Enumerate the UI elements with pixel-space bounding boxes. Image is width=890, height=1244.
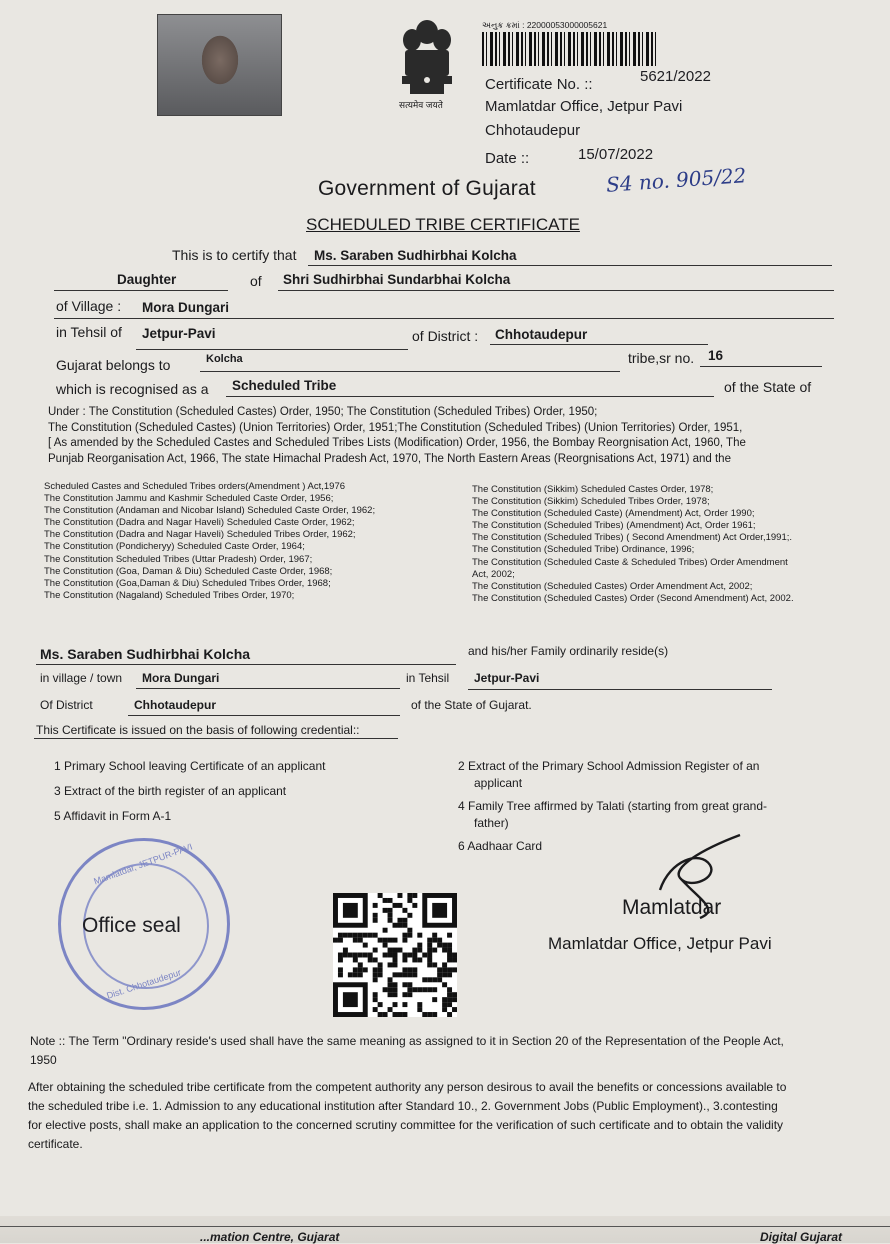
parent-underline <box>278 290 834 291</box>
order-item: The Constitution (Nagaland) Scheduled Tribes Order, 1970; <box>44 589 295 601</box>
order-item: The Constitution (Scheduled Castes) Order Amendment Act, 2002; <box>472 580 753 592</box>
certificate-no: 5621/2022 <box>640 68 711 85</box>
order-item: Act, 2002; <box>472 568 515 580</box>
qr-code <box>333 893 457 1017</box>
order-item: The Constitution Scheduled Tribes (Uttar Pradesh) Order, 1967; <box>44 553 313 565</box>
district-label: of District : <box>412 328 479 344</box>
orders-left-column <box>44 481 469 621</box>
credential-item: 5 Affidavit in Form A-1 <box>54 809 172 823</box>
barcode <box>482 32 658 66</box>
advice-line: the scheduled tribe i.e. 1. Admission to any educational institution after Standard 10., 2. Government Jobs (Public Employment)., 3.contesting <box>28 1099 778 1113</box>
recognised-value: Scheduled Tribe <box>232 378 337 393</box>
tribe-sr-label: tribe,sr no. <box>628 350 695 366</box>
basis-underline <box>34 738 398 739</box>
handwritten-note: S4 no. 905/22 <box>605 163 748 197</box>
credential-item-cont: applicant <box>474 776 523 790</box>
certify-label: This is to certify that <box>172 247 297 263</box>
res-village-value: Mora Dungari <box>142 671 220 685</box>
parent-name: Shri Sudhirbhai Sundarbhai Kolcha <box>283 272 511 287</box>
footer-right: Digital Gujarat <box>760 1230 843 1244</box>
footer-rule <box>0 1226 890 1227</box>
order-item: The Constitution (Goa, Daman & Diu) Scheduled Caste Order, 1968; <box>44 565 333 577</box>
tehsil-value: Jetpur-Pavi <box>142 326 216 341</box>
applicant-name: Ms. Saraben Sudhirbhai Kolcha <box>314 248 517 263</box>
belongs-label: Gujarat belongs to <box>56 357 171 373</box>
res-tehsil-underline <box>468 689 772 690</box>
certificate-no-label: Certificate No. :: <box>485 76 593 93</box>
office-line-1: Mamlatdar Office, Jetpur Pavi <box>485 98 683 115</box>
office-line-2: Chhotaudepur <box>485 122 581 139</box>
order-item: The Constitution Jammu and Kashmir Scheduled Caste Order, 1956; <box>44 493 334 505</box>
relation-underline <box>54 290 228 291</box>
order-item: The Constitution (Sikkim) Scheduled Tribes Order, 1978; <box>472 496 710 508</box>
signature-title: Mamlatdar <box>622 896 722 919</box>
name-underline <box>308 265 832 266</box>
district-underline <box>490 344 708 345</box>
advice-line: for elective posts, shall make an application to the concerned scrutiny committee for the verification of such certificate and to obtain the validity <box>28 1118 784 1132</box>
order-item: The Constitution (Scheduled Caste & Scheduled Tribes) Order Amendment <box>472 556 788 568</box>
relation: Daughter <box>117 272 177 287</box>
under-line: [ As amended by the Scheduled Castes and Scheduled Tribes Lists (Modification) Order, 1956, the Bombay Reorgnisation Act, 1960, The <box>48 437 746 449</box>
note-line: 1950 <box>30 1053 57 1067</box>
res-village-underline <box>136 688 400 689</box>
credential-item: 4 Family Tree affirmed by Talati (starting from great grand- <box>458 799 768 813</box>
advice-line: certificate. <box>28 1137 83 1151</box>
date-value: 15/07/2022 <box>578 146 654 163</box>
note-block <box>30 1032 860 1070</box>
order-item: Scheduled Castes and Scheduled Tribes orders(Amendment ) Act,1976 <box>44 481 346 492</box>
state-label: of the State of <box>724 379 812 395</box>
government-title: Government of Gujarat <box>318 177 536 200</box>
order-item: The Constitution (Scheduled Tribes) ( Second Amendment) Act Order,1991;. <box>472 532 793 544</box>
footer-band <box>0 1216 890 1243</box>
barcode-number: અનુક્ર ક્રમાં : 22000053000005621 <box>482 20 608 30</box>
village-value: Mora Dungari <box>142 300 230 315</box>
credential-item: 2 Extract of the Primary School Admission Register of an <box>458 759 760 773</box>
tribe-sr-underline <box>700 366 822 367</box>
order-item: The Constitution (Goa,Daman & Diu) Scheduled Tribes Order, 1968; <box>44 577 331 589</box>
advice-line: After obtaining the scheduled tribe certificate from the competent authority any person desirous to avail the benefits or concessions available to <box>28 1080 787 1094</box>
order-item: The Constitution (Andaman and Nicobar Island) Scheduled Caste Order, 1962; <box>44 505 376 517</box>
res-state-label: of the State of Gujarat. <box>411 698 532 712</box>
emblem-caption: सत्यमेव जयते <box>399 100 443 110</box>
certificate-title: SCHEDULED TRIBE CERTIFICATE <box>306 215 580 234</box>
applicant-photo <box>157 14 282 116</box>
order-item: The Constitution (Pondicheryy) Scheduled Caste Order, 1964; <box>44 541 305 553</box>
tribe-sr-value: 16 <box>708 348 724 363</box>
recognised-underline <box>226 396 714 397</box>
order-item: The Constitution (Scheduled Castes) Order (Second Amendment) Act, 2002. <box>472 592 794 604</box>
res-district-value: Chhotaudepur <box>134 698 216 712</box>
village-label: of Village : <box>56 298 122 314</box>
seal-ring-top: Mamlatdar, JETPUR-PAVI <box>92 841 194 887</box>
under-paragraph <box>48 405 848 467</box>
seal-label: Office seal <box>82 914 181 937</box>
recognised-label: which is recognised as a <box>56 381 209 397</box>
tribe-value: Kolcha <box>206 353 243 365</box>
res-tehsil-label: in Tehsil <box>406 671 450 685</box>
tehsil-label: in Tehsil of <box>56 324 122 340</box>
res-tehsil-value: Jetpur-Pavi <box>474 671 540 685</box>
advice-block <box>28 1078 868 1154</box>
order-item: The Constitution (Dadra and Nagar Haveli) Scheduled Caste Order, 1962; <box>44 517 355 529</box>
tribe-underline <box>200 371 620 372</box>
order-item: The Constitution (Sikkim) Scheduled Castes Order, 1978; <box>472 484 714 495</box>
credential-item: 3 Extract of the birth register of an applicant <box>54 784 287 798</box>
of-label: of <box>250 273 262 289</box>
resident-name: Ms. Saraben Sudhirbhai Kolcha <box>40 646 251 662</box>
footer-left: ...mation Centre, Gujarat <box>200 1230 340 1244</box>
credential-item: 1 Primary School leaving Certificate of an applicant <box>54 759 326 773</box>
order-item: The Constitution (Scheduled Tribes) (Amendment) Act, Order 1961; <box>472 520 756 532</box>
tehsil-underline <box>136 349 408 350</box>
res-village-label: in village / town <box>40 671 123 685</box>
basis-label: This Certificate is issued on the basis of following credential:: <box>36 723 360 737</box>
order-item: The Constitution (Scheduled Tribe) Ordinance, 1996; <box>472 544 695 556</box>
district-value: Chhotaudepur <box>495 327 588 342</box>
under-line: Under : The Constitution (Scheduled Castes) Order, 1950; The Constitution (Scheduled Tribes) Order, 1950; <box>48 406 598 418</box>
reside-label: and his/her Family ordinarily reside(s) <box>468 644 669 658</box>
res-district-underline <box>128 715 400 716</box>
order-item: The Constitution (Scheduled Caste) (Amendment) Act, Order 1990; <box>472 508 755 520</box>
res-district-label: Of District <box>40 698 93 712</box>
under-line: Punjab Reorganisation Act, 1966, The state Himachal Pradesh Act, 1970, The North Eastern Areas (Reorgnisations Act, 1971) and the <box>48 452 731 465</box>
signature-office: Mamlatdar Office, Jetpur Pavi <box>548 934 772 953</box>
credential-item: 6 Aadhaar Card <box>458 839 543 853</box>
order-item: The Constitution (Dadra and Nagar Haveli) Scheduled Tribes Order, 1962; <box>44 529 356 541</box>
credential-item-cont: father) <box>474 816 509 830</box>
resident-name-underline <box>36 664 456 665</box>
date-label: Date :: <box>485 150 530 167</box>
seal-ring-bottom: Dist. Chhotaudepur <box>105 967 183 1001</box>
orders-right-column <box>472 484 862 605</box>
office-seal <box>58 838 230 1010</box>
village-underline <box>54 318 834 319</box>
note-line: Note :: The Term "Ordinary reside's used shall have the same meaning as assigned to it in Section 20 of the Representation of the People Act, <box>30 1034 784 1048</box>
under-line: The Constitution (Scheduled Castes) (Union Territories) Order, 1951;The Constitution (Scheduled Tribes) (Union Territories) Order, 1951, <box>48 421 743 434</box>
